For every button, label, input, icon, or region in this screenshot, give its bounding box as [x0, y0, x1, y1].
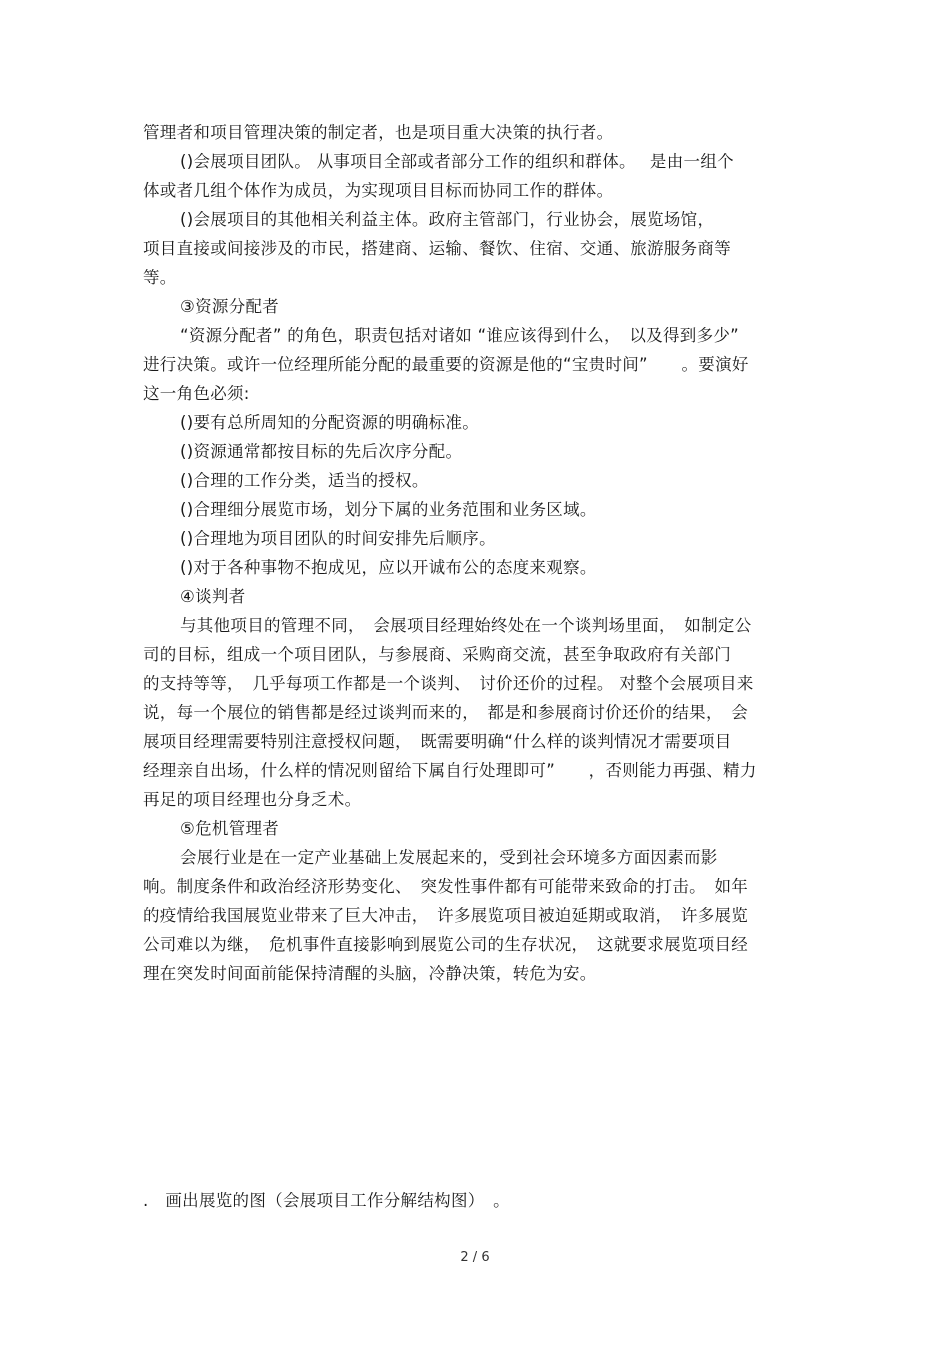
- text-line: 等。: [143, 268, 177, 287]
- body-text: [143, 118, 808, 988]
- figure-instruction: . 画出展览的图（会展项目工作分解结构图） 。: [143, 1191, 510, 1210]
- text-line: 管理者和项目管理决策的制定者，也是项目重大决策的执行者。: [143, 123, 614, 142]
- text-line: 公司难以为继， 危机事件直接影响到展览公司的生存状况， 这就要求展览项目经: [143, 935, 749, 954]
- list-item: ()合理地为项目团队的时间安排先后顺序。: [180, 529, 496, 548]
- text-line: 响。制度条件和政治经济形势变化、 突发性事件都有可能带来致命的打击。 如年: [143, 877, 749, 896]
- text-line: “资源分配者” 的角色，职责包括对诸如 “谁应该得到什么， 以及得到多少”: [180, 326, 740, 345]
- section-heading: ③资源分配者: [180, 297, 280, 316]
- text-line: 展项目经理需要特别注意授权问题， 既需要明确“什么样的谈判情况才需要项目: [143, 732, 732, 751]
- text-line: 与其他项目的管理不同， 会展项目经理始终处在一个谈判场里面， 如制定公: [180, 616, 752, 635]
- text-line: 体或者几组个体作为成员，为实现项目目标而协同工作的群体。: [143, 181, 614, 200]
- list-item: ()合理的工作分类，适当的授权。: [180, 471, 429, 490]
- text-line: 的疫情给我国展览业带来了巨大冲击， 许多展览项目被迫延期或取消， 许多展览: [143, 906, 749, 925]
- text-line: 说，每一个展位的销售都是经过谈判而来的， 都是和参展商讨价还价的结果， 会: [143, 703, 749, 722]
- text-line: 这一角色必须:: [143, 384, 250, 403]
- list-item: ()合理细分展览市场，划分下属的业务范围和业务区域。: [180, 500, 597, 519]
- text-line: ()会展项目的其他相关利益主体。政府主管部门，行业协会，展览场馆，: [180, 210, 715, 229]
- page-number: 2 / 6: [460, 1250, 490, 1265]
- list-item: ()对于各种事物不抱成见，应以开诚布公的态度来观察。: [180, 558, 597, 577]
- text-line: 进行决策。或许一位经理所能分配的最重要的资源是他的“宝贵时间” 。要演好: [143, 355, 749, 374]
- list-item: ()要有总所周知的分配资源的明确标准。: [180, 413, 480, 432]
- text-line: 司的目标，组成一个项目团队，与参展商、采购商交流，甚至争取政府有关部门: [143, 645, 731, 664]
- section-heading: ④谈判者: [180, 587, 246, 606]
- section-heading: ⑤危机管理者: [180, 819, 280, 838]
- text-line: ()会展项目团队。 从事项目全部或者部分工作的组织和群体。 是由一组个: [180, 152, 734, 171]
- list-item: ()资源通常都按目标的先后次序分配。: [180, 442, 463, 461]
- text-line: 经理亲自出场，什么样的情况则留给下属自行处理即可” ，否则能力再强、精力: [143, 761, 757, 780]
- text-line: 的支持等等， 几乎每项工作都是一个谈判、 讨价还价的过程。 对整个会展项目来: [143, 674, 754, 693]
- text-line: 理在突发时间面前能保持清醒的头脑，冷静决策，转危为安。: [143, 964, 597, 983]
- text-line: 会展行业是在一定产业基础上发展起来的，受到社会环境多方面因素而影: [180, 848, 718, 867]
- text-line: 再足的项目经理也分身乏术。: [143, 790, 362, 809]
- text-line: 项目直接或间接涉及的市民，搭建商、运输、餐饮、住宿、交通、旅游服务商等: [143, 239, 731, 258]
